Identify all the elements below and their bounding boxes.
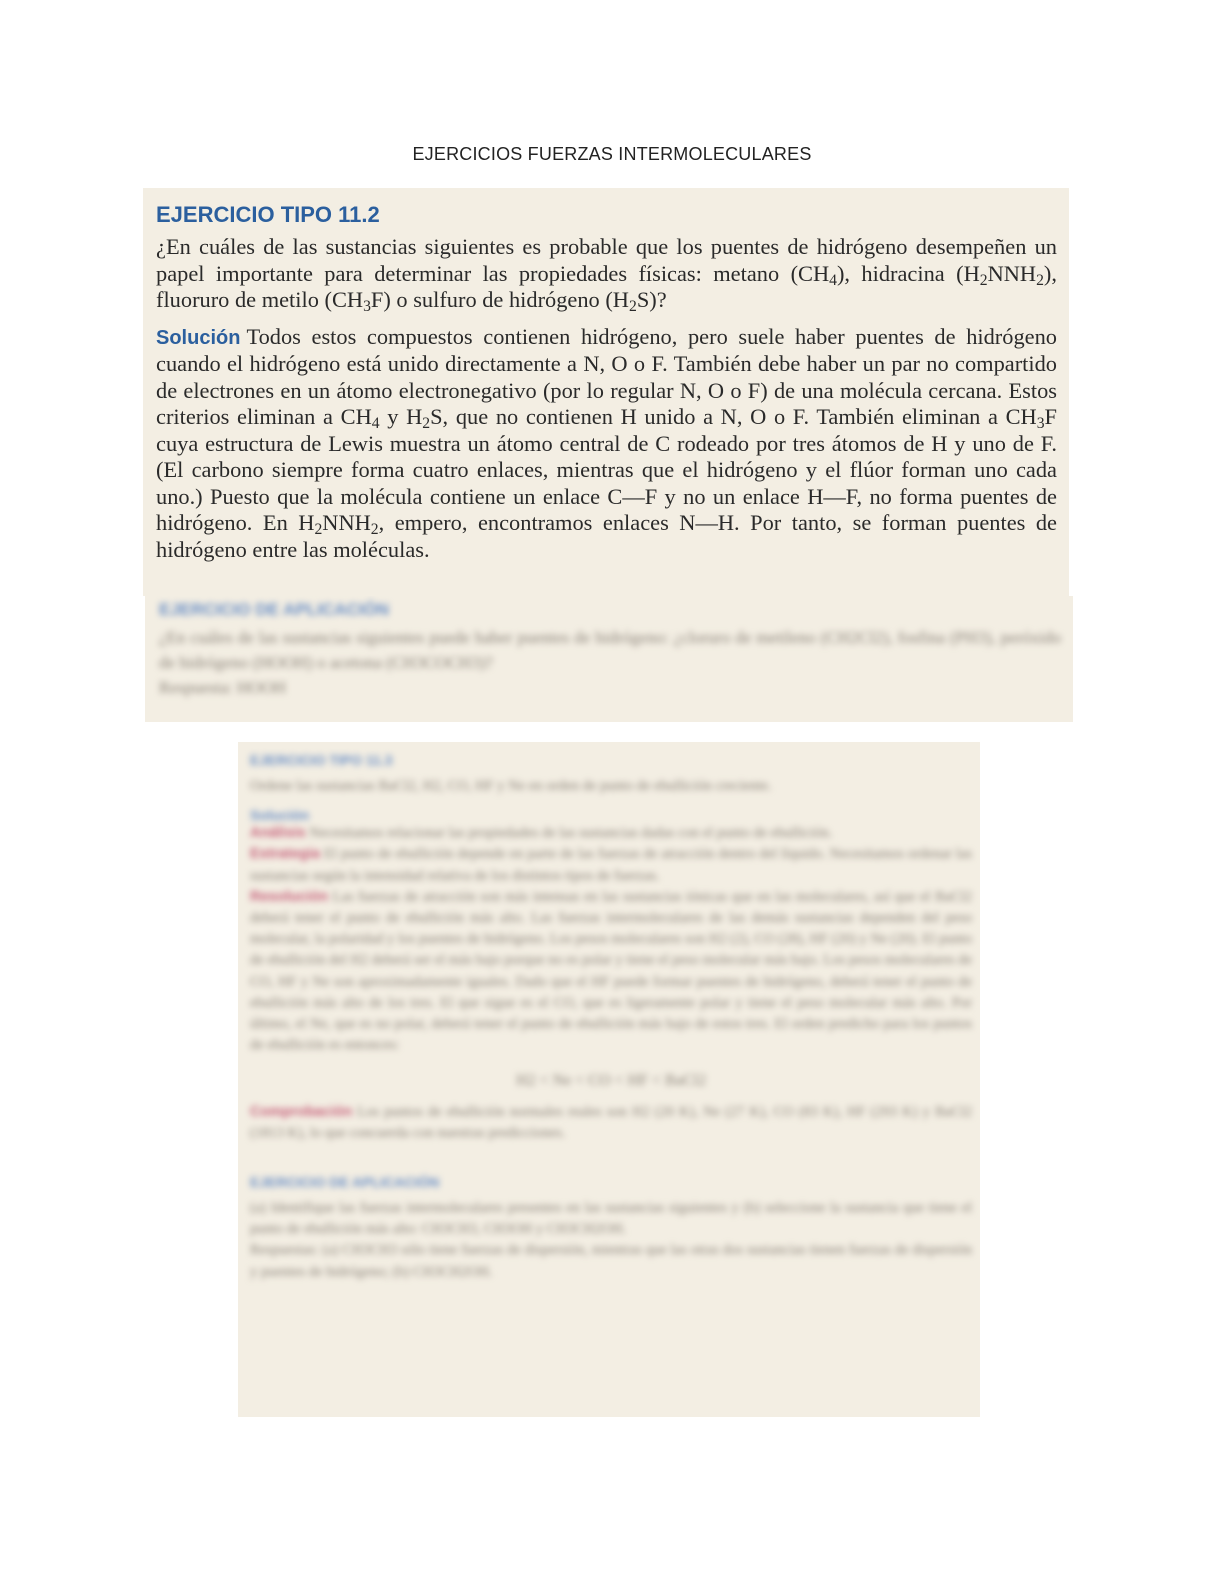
analysis-paragraph: Análisis Necesitamos relacionar las propiedades de las sustancias dadas con el punto de ebullición. bbox=[250, 825, 833, 842]
second-exercise-heading: EJERCICIO TIPO 11.3 bbox=[250, 752, 393, 768]
practice-answer: Respuesta: HOOH bbox=[159, 678, 287, 697]
exercise-box bbox=[143, 188, 1069, 596]
second-solution-label: Solución bbox=[250, 807, 310, 824]
practice-text: ¿En cuáles de las sustancias siguientes puede haber puentes de hidrógeno: ¿cloruro de metileno (CH2Cl2), fosfina (PH3), peróxido de hidrógeno (HOOH) o acetona (CH3COCH3)? bbox=[159, 628, 1061, 672]
exercise-question: ¿En cuáles de las sustancias siguientes es probable que los puentes de hidrógeno desempeñen un papel importante para determinar las propiedades físicas: metano $(CH_4)$, hidracina $(H_2NNH_2)$, fluoruro de metilo $(CH_3F)$ o sulfuro de hidrógeno $(H_2S)$? bbox=[156, 234, 1057, 315]
boiling-order: H2 < Ne < CO < HF < BaCl2 bbox=[516, 1072, 706, 1090]
practice-heading: EJERCICIO DE APLICACIÓN bbox=[159, 600, 389, 619]
practice-box-blurred bbox=[145, 596, 1073, 722]
second-practice-text: (a) Identifique las fuerzas intermoleculares presentes en las sustancias siguientes y (b) seleccione la sustancia que tiene el punto de ebullición más alto: CH3CH3, CH3OH y CH3CH2OH. bbox=[250, 1200, 972, 1238]
check-paragraph: Comprobación Los puntos de ebullición normales reales son H2 (20 K), Ne (27 K), CO (83 K), HF (293 K) y BaCl2 (1813 K), lo que concuerda con nuestras predicciones. bbox=[250, 1103, 972, 1141]
solution-paragraph: Solución Todos estos compuestos contienen hidrógeno, pero suele haber puentes de hidrógeno cuando el hidrógeno está unido directamente a N, O o F. También debe haber un par no compartido de electrones en un átomo electronegativo (por lo regular N, O o F) de una molécula cercana. Estos criterios eliminan a $CH_4$ y $H_2S$, que no contienen H unido a N, O o F. También eliminan a $CH_3F$ cuya estructura de Lewis muestra un átomo central de C rodeado por tres átomos de H y uno de F. (El carbono siempre forma cuatro enlaces, mientras que el hidrógeno y el flúor forman uno cada uno.) Puesto que la molécula contiene un enlace C—F y no un enlace H—F, no forma puentes de hidrógeno. En $H_2NNH_2$, empero, encontramos enlaces N—H. Por tanto, se forman puentes de hidrógeno entre las moléculas. bbox=[156, 323, 1057, 562]
page-title: EJERCICIOS FUERZAS INTERMOLECULARES bbox=[412, 144, 812, 164]
solution-label: Solución bbox=[156, 326, 241, 349]
strategy-paragraph: Estrategia El punto de ebullición depende en parte de las fuerzas de atracción dentro del líquido. Necesitamos ordenar las sustancias según la intensidad relativa de los distintos tipos de fuerzas. bbox=[250, 846, 973, 884]
second-exercise-box-blurred bbox=[238, 742, 980, 1417]
second-exercise-question: Ordene las sustancias BaCl2, H2, CO, HF y Ne en orden de punto de ebullición creciente. bbox=[250, 778, 772, 794]
second-practice-answer: Respuestas: (a) CH3CH3 sólo tiene fuerzas de dispersión, mientras que las otras dos sustancias tienen fuerzas de dispersión y puentes de hidrógeno; (b) CH3CH2OH. bbox=[250, 1242, 972, 1280]
second-practice-heading: EJERCICIO DE APLICACIÓN bbox=[250, 1174, 440, 1191]
exercise-heading: EJERCICIO TIPO 11.2 bbox=[156, 202, 380, 227]
resolution-paragraph: Resolución Las fuerzas de atracción son más intensas en las sustancias iónicas que en las moleculares, así que el BaCl2 deberá tener el punto de ebullición más alto. Las fuerzas intermoleculares de las demás sustancias dependen del peso molecular, la polaridad y los puentes de hidrógeno. Los pesos moleculares son H2 (2), CO (28), HF (20) y Ne (20). El punto de ebullición del H2 deberá ser el más bajo porque no es polar y tiene el peso molecular más bajo. Los pesos moleculares de CO, HF y Ne son aproximadamente iguales. Dado que el HF puede formar puentes de hidrógeno, deberá tener el punto de ebullición más alto de los tres. El que sigue es el CO, que es ligeramente polar y tiene el peso molecular más alto. Por último, el Ne, que es no polar, deberá tener el punto de ebullición más bajo de estos tres. El orden predicho para los puntos de ebullición es entonces: bbox=[250, 888, 973, 1054]
